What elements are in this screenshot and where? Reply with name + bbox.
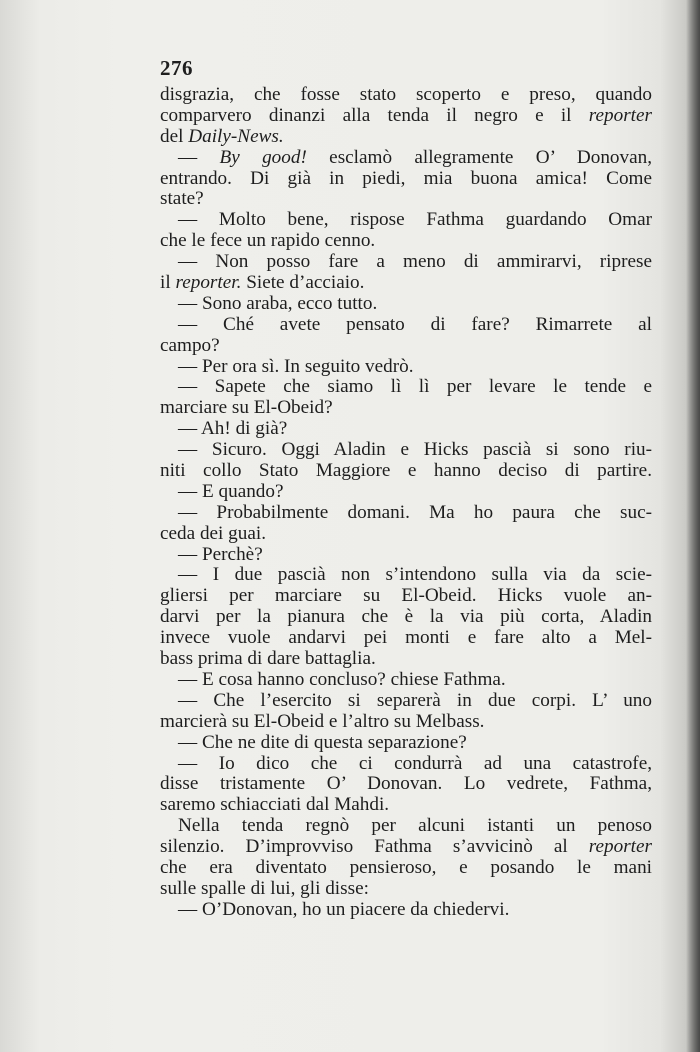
- text-line-27: invece vuole andarvi pei monti e fare alto a Mel-: [160, 627, 652, 649]
- text-line-6: state?: [160, 188, 204, 210]
- text-line-35: saremo schiacciati dal Mahdi.: [160, 794, 390, 816]
- text-line-16: marciare su El-Obeid?: [160, 397, 333, 419]
- text-line-1: disgrazia, che fosse stato scoperto e preso, quando: [160, 84, 652, 105]
- text-line-9: — Non posso fare a meno di ammirarvi, riprese: [178, 251, 652, 273]
- text-line-8: che le fece un rapido cenno.: [160, 230, 376, 252]
- text-line-17: — Ah! di già?: [178, 418, 288, 440]
- text-line-10: il reporter. Siete d’acciaio.: [160, 272, 365, 294]
- text-line-22: ceda dei guai.: [160, 522, 267, 544]
- text-line-15: — Sapete che siamo lì lì per levare le tende e: [178, 376, 652, 398]
- text-line-14: — Per ora sì. In seguito vedrò.: [178, 355, 414, 377]
- spine-shadow: [686, 0, 700, 1052]
- text-line-12: — Ché avete pensato di fare? Rimarrete al: [178, 313, 652, 335]
- text-line-7: — Molto bene, rispose Fathma guardando Omar: [178, 209, 652, 231]
- text-line-18: — Sicuro. Oggi Aladin e Hicks pascià si sono riu-: [178, 439, 653, 461]
- text-line-3: del Daily-News.: [160, 125, 284, 147]
- text-line-23: — Perchè?: [178, 543, 263, 565]
- text-line-29: — E cosa hanno concluso? chiese Fathma.: [178, 668, 506, 690]
- text-line-28: bass prima di dare battaglia.: [160, 648, 376, 670]
- text-line-11: — Sono araba, ecco tutto.: [178, 292, 378, 314]
- text-line-38: che era diventato pensieroso, e posando le mani: [160, 856, 652, 878]
- text-line-4: — By good! esclamò allegramente O’ Donovan,: [178, 146, 653, 168]
- text-line-31: marcierà su El-Obeid e l’altro su Melbass.: [160, 710, 485, 732]
- text-line-37: silenzio. D’improvviso Fathma s’avvicinò al reporter: [160, 836, 652, 858]
- text-line-26: darvi per la pianura che è la via più corta, Aladin: [160, 606, 652, 628]
- text-line-34: disse tristamente O’ Donovan. Lo vedrete, Fathma,: [160, 773, 652, 795]
- text-line-30: — Che l’esercito si separerà in due corpi. L’ uno: [178, 689, 652, 711]
- text-line-32: — Che ne dite di questa separazione?: [178, 731, 467, 753]
- text-line-13: campo?: [160, 334, 220, 356]
- text-line-25: gliersi per marciare su El-Obeid. Hicks vuole an-: [160, 585, 652, 607]
- text-line-33: — Io dico che ci condurrà ad una catastrofe,: [178, 752, 653, 774]
- text-line-24: — I due pascià non s’intendono sulla via da scie-: [178, 564, 652, 586]
- text-line-20: — E quando?: [178, 480, 284, 502]
- text-line-5: entrando. Di già in piedi, mia buona amica! Come: [160, 167, 652, 189]
- body-text: [160, 85, 652, 921]
- text-line-39: sulle spalle di lui, gli disse:: [160, 877, 369, 899]
- text-line-21: — Probabilmente domani. Ma ho paura che suc-: [178, 501, 652, 523]
- text-line-2: comparvero dinanzi alla tenda il negro e il reporter: [160, 104, 652, 126]
- text-line-40: — O’Donovan, ho un piacere da chiedervi.: [178, 898, 510, 920]
- text-line-36: Nella tenda regnò per alcuni istanti un penoso: [178, 815, 652, 837]
- text-line-19: niti collo Stato Maggiore e hanno deciso di partire.: [160, 460, 652, 482]
- page-number: 276: [160, 56, 193, 80]
